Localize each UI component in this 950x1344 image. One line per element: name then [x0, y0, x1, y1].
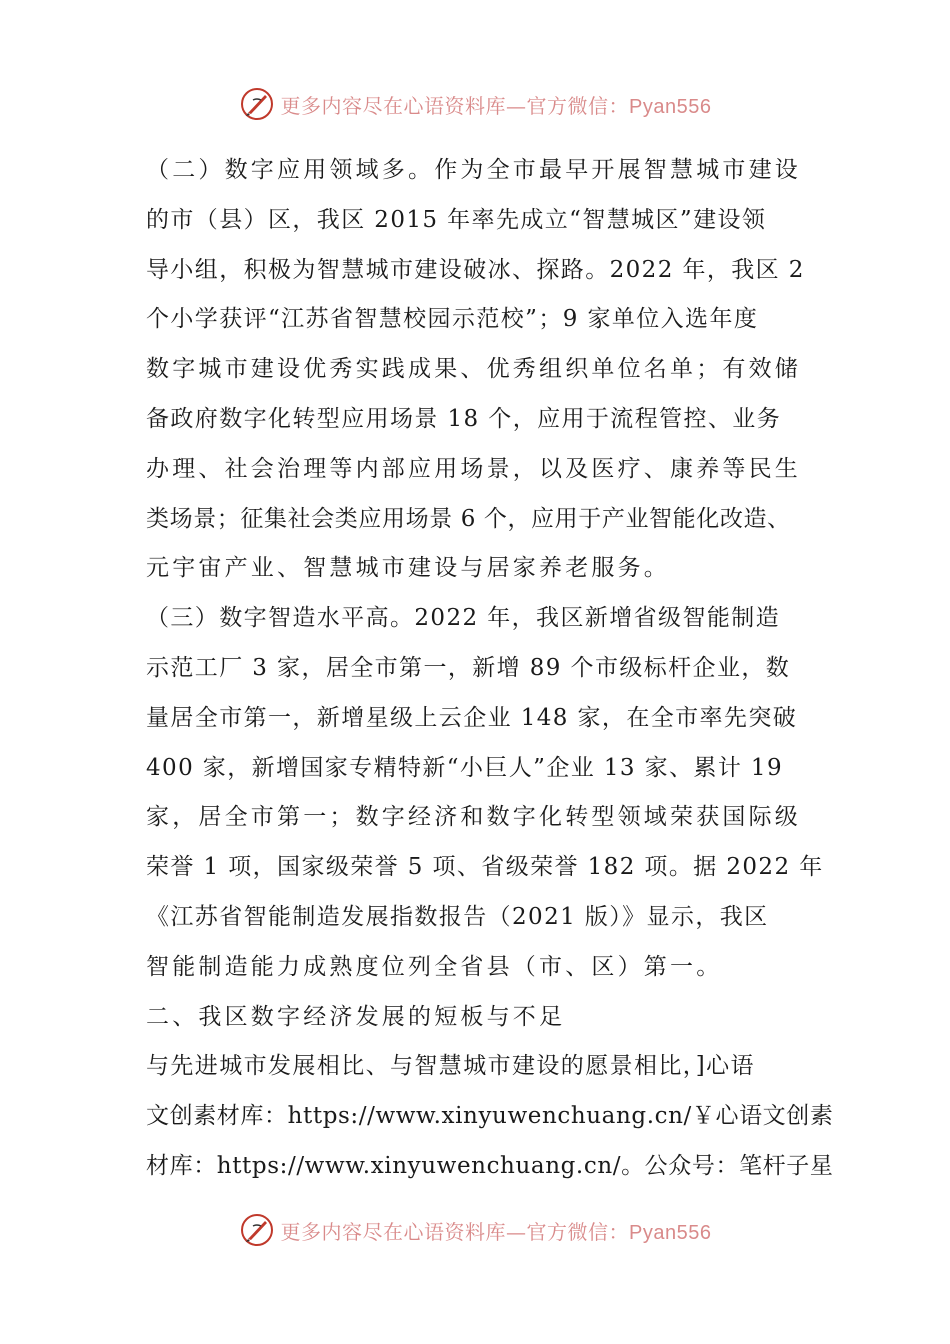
text-line: 文创素材库：https://www.xinyuwenchuang.cn/￥心语文创素 [146, 1103, 834, 1130]
text-line: 导小组，积极为智慧城市建设破冰、探路。2022 年，我区 2 [146, 256, 805, 283]
text-line: 智能制造能力成熟度位列全省县（市、区）第一。 [146, 953, 723, 980]
text-line: 家，居全市第一；数字经济和数字化转型领域荣获国际级 [146, 804, 801, 831]
text-line: 《江苏省智能制造发展指数报告（2021 版）》显示，我区 [146, 903, 769, 930]
section-heading: 二、我区数字经济发展的短板与不足 [146, 1003, 566, 1030]
text-line: 400 家，新增国家专精特新“小巨人”企业 13 家、累计 19 [146, 754, 783, 781]
text-line: 示范工厂 3 家，居全市第一，新增 89 个市级标杆企业，数 [146, 654, 791, 681]
quill-logo-icon [239, 86, 275, 122]
banner-text: 更多内容尽在心语资料库—官方微信：Pyan556 [280, 93, 712, 118]
document-body [146, 146, 834, 1192]
text-line: 材库：https://www.xinyuwenchuang.cn/。公众号：笔杆子星 [146, 1152, 834, 1179]
text-line: 办理、社会治理等内部应用场景，以及医疗、康养等民生 [146, 455, 801, 482]
text-line: 个小学获评“江苏省智慧校园示范校”；9 家单位入选年度 [146, 306, 759, 333]
text-line: 荣誉 1 项，国家级荣誉 5 项、省级荣誉 182 项。据 2022 年 [146, 854, 824, 881]
text-line: 备政府数字化转型应用场景 18 个，应用于流程管控、业务 [146, 405, 782, 432]
text-line: 与先进城市发展相比、与智慧城市建设的愿景相比，]心语 [146, 1053, 755, 1080]
quill-logo-icon [239, 1212, 275, 1248]
footer-banner [0, 1210, 950, 1250]
text-line: 量居全市第一，新增星级上云企业 148 家，在全市率先突破 [146, 704, 798, 731]
header-banner [0, 84, 950, 124]
text-line: （二）数字应用领域多。作为全市最早开展智慧城市建设 [146, 157, 801, 183]
text-line: 类场景；征集社会类应用场景 6 个，应用于产业智能化改造、 [146, 505, 791, 532]
text-line: （三）数字智造水平高。2022 年，我区新增省级智能制造 [146, 605, 781, 632]
text-line: 的市（县）区，我区 2015 年率先成立“智慧城区”建设领 [146, 206, 767, 233]
banner-text: 更多内容尽在心语资料库—官方微信：Pyan556 [280, 1219, 712, 1244]
text-line: 数字城市建设优秀实践成果、优秀组织单位名单；有效储 [146, 356, 801, 383]
text-line: 元宇宙产业、智慧城市建设与居家养老服务。 [146, 555, 670, 582]
